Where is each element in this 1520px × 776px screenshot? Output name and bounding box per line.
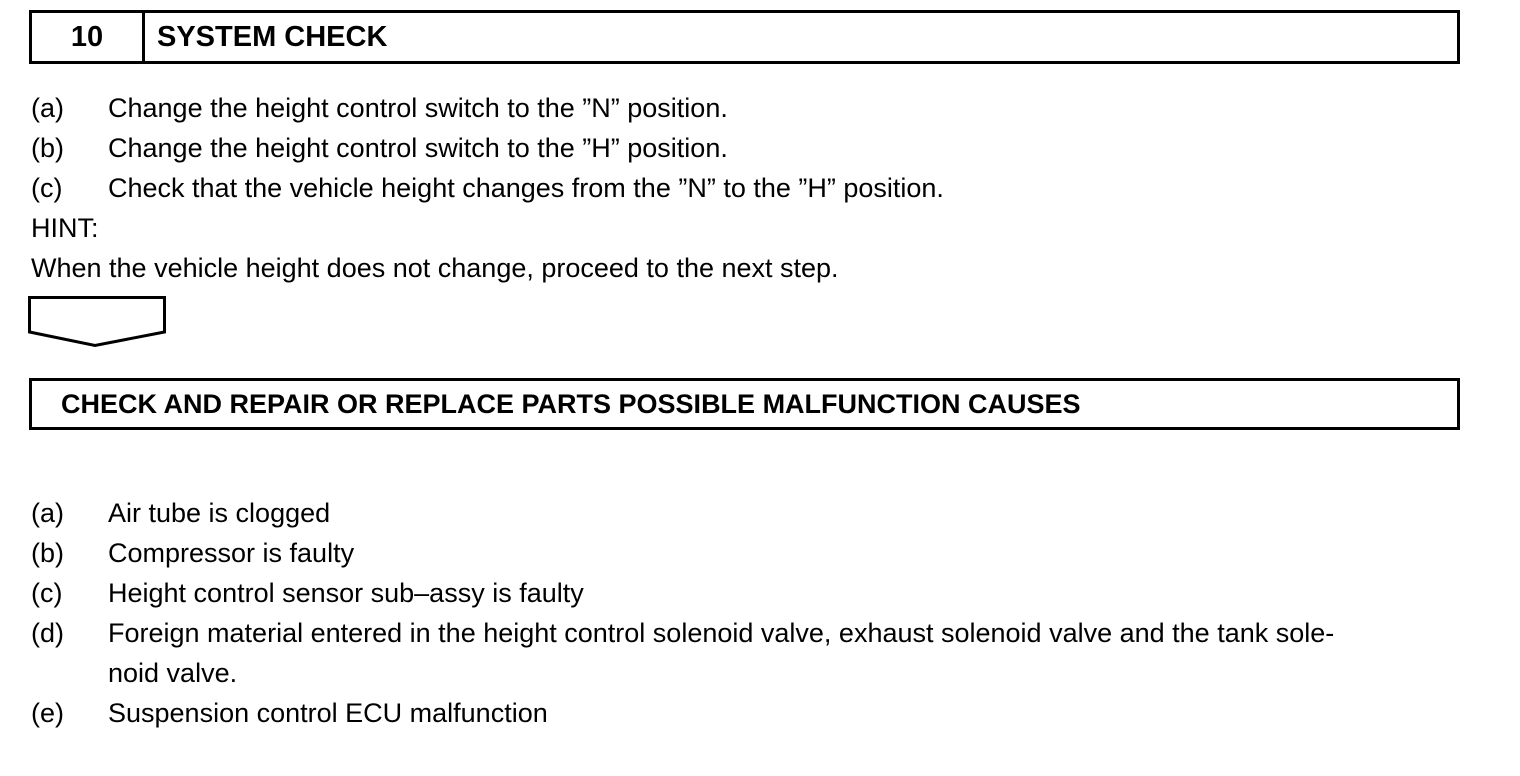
step-number: 10 [32,13,145,61]
cause-item-mark: (a) [31,498,64,528]
next-step-arrow-icon [28,296,166,348]
cause-item-mark: (b) [31,538,64,568]
cause-item-text-continued: noid valve. [108,658,238,688]
procedure-item-text: Change the height control switch to the ”N” position. [108,93,728,123]
cause-item-text: Compressor is faulty [108,538,355,568]
cause-item-text: Suspension control ECU malfunction [108,698,548,728]
cause-item-text: Air tube is clogged [108,498,331,528]
hint-label: HINT: [31,213,99,243]
procedure-item-mark: (a) [31,93,64,123]
procedure-item-mark: (c) [31,173,63,203]
cause-item-text: Height control sensor sub–assy is faulty [108,578,584,608]
step-title: SYSTEM CHECK [157,21,388,53]
action-header: CHECK AND REPAIR OR REPLACE PARTS POSSIBLE MALFUNCTION CAUSES [29,378,1460,430]
procedure-item-mark: (b) [31,133,64,163]
hint-text: When the vehicle height does not change, proceed to the next step. [31,253,839,283]
procedure-item-text: Check that the vehicle height changes from the ”N” to the ”H” position. [108,173,944,203]
cause-item-text: Foreign material entered in the height control solenoid valve, exhaust solenoid valve and the tank sole- [108,618,1335,648]
step-header [29,10,1460,64]
cause-item-mark: (c) [31,578,63,608]
cause-item-mark: (e) [31,698,64,728]
cause-item-mark: (d) [31,618,64,648]
procedure-item-text: Change the height control switch to the ”H” position. [108,133,728,163]
